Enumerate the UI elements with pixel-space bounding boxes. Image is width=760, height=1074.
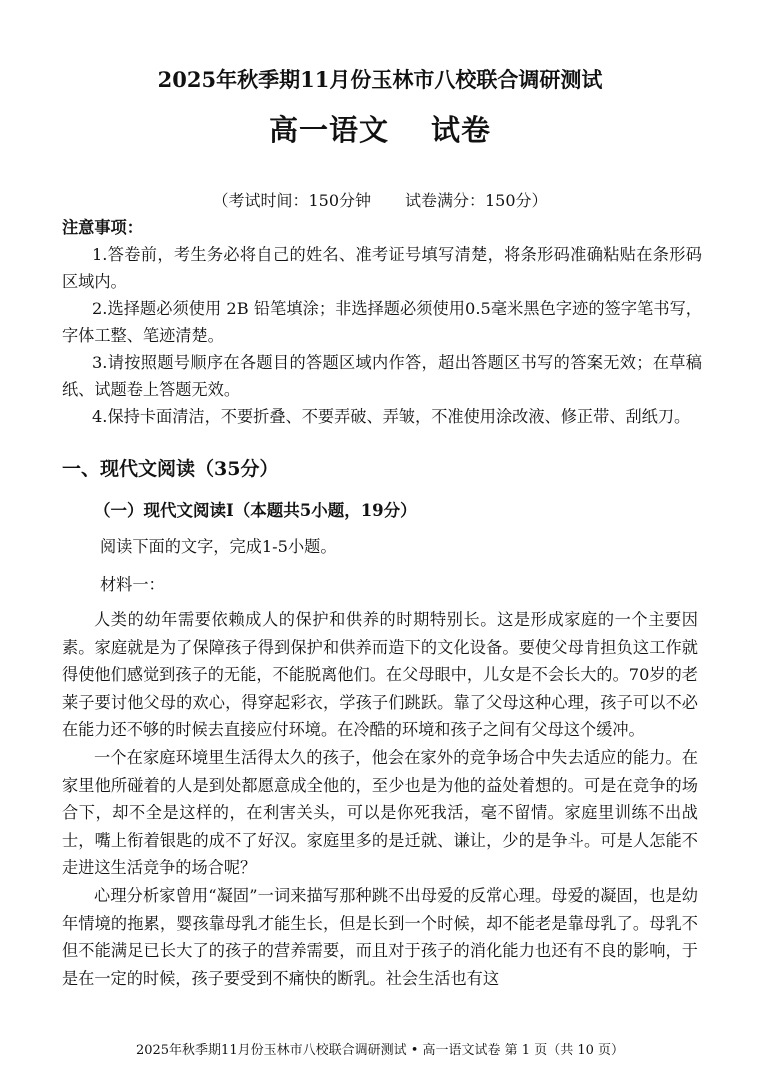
exam-score: 试卷满分：150分） — [405, 191, 548, 210]
exam-time: （考试时间：150分钟 — [212, 191, 371, 210]
material-label: 材料一： — [100, 575, 165, 594]
paper-label: 试卷 — [431, 113, 492, 147]
page-footer: 2025年秋季期11月份玉林市八校联合调研测试 • 高一语文试卷 第 1 页（共 10 页） — [135, 1043, 625, 1058]
exam-info — [0, 188, 760, 211]
notice-item: 4.保持卡面清洁，不要折叠、不要弄破、弄皱，不准使用涂改液、修正带、刮纸刀。 — [92, 407, 691, 426]
section-title: 一、现代文阅读（35分） — [62, 458, 279, 480]
reading-instruction: 阅读下面的文字，完成1-5小题。 — [100, 537, 337, 556]
passage — [62, 606, 698, 992]
paper-title — [0, 108, 760, 149]
notice-block — [62, 214, 702, 430]
passage-paragraph: 人类的幼年需要依赖成人的保护和供养的时期特别长。这是形成家庭的一个主要因素。家庭就是为了保障孩子得到保护和供养而造下的文化设备。要使父母肯担负这工作就得使他们感觉到孩子的无能，不能脱离他们。在父母眼中，儿女是不会长大的。70岁的老莱子要讨他父母的欢心，得穿起彩衣，学孩子们跳跃。靠了父母这种心理，孩子可以不必在能力还不够的时候去直接应付环境。在冷酷的环境和孩子之间有父母这个缓冲。 — [62, 610, 698, 740]
subsection-title: （一）现代文阅读Ⅰ（本题共5小题，19分） — [94, 501, 417, 520]
notice-item: 2.选择题必须使用 2B 铅笔填涂；非选择题必须使用0.5毫米黑色字迹的签字笔书写，字体工整、笔迹清楚。 — [62, 299, 702, 345]
notice-heading: 注意事项： — [62, 218, 143, 237]
notice-item: 3.请按照题号顺序在各题目的答题区域内作答，超出答题区书写的答案无效；在草稿纸、试题卷上答题无效。 — [62, 353, 702, 399]
passage-paragraph: 一个在家庭环境里生活得太久的孩子，他会在家外的竞争场合中失去适应的能力。在家里他所碰着的人是到处都愿意成全他的，至少也是为他的益处着想的。可是在竞争的场合下，却不全是这样的，在利害关头，可以是你死我活，毫不留情。家庭里训练不出战士，嘴上衔着银匙的成不了好汉。家庭里多的是迁就、谦让，少的是争斗。可是人怎能不走进这生活竞争的场合呢？ — [62, 747, 698, 878]
exam-title: 2025年秋季期11月份玉林市八校联合调研测试 — [157, 67, 603, 92]
subject-label: 高一语文 — [268, 113, 389, 147]
passage-paragraph: 心理分析家曾用“凝固”一词来描写那种跳不出母爱的反常心理。母爱的凝固，也是幼年情境的拖累，婴孩靠母乳才能生长，但是长到一个时候，却不能老是靠母乳了。母乳不但不能满足已长大了的孩子的营养需要，而且对于孩子的消化能力也还有不良的影响，于是在一定的时候，孩子要受到不痛快的断乳。社会生活也有这 — [62, 885, 698, 988]
notice-item: 1.答卷前，考生务必将自己的姓名、准考证号填写清楚，将条形码准确粘贴在条形码区域内。 — [62, 245, 702, 291]
